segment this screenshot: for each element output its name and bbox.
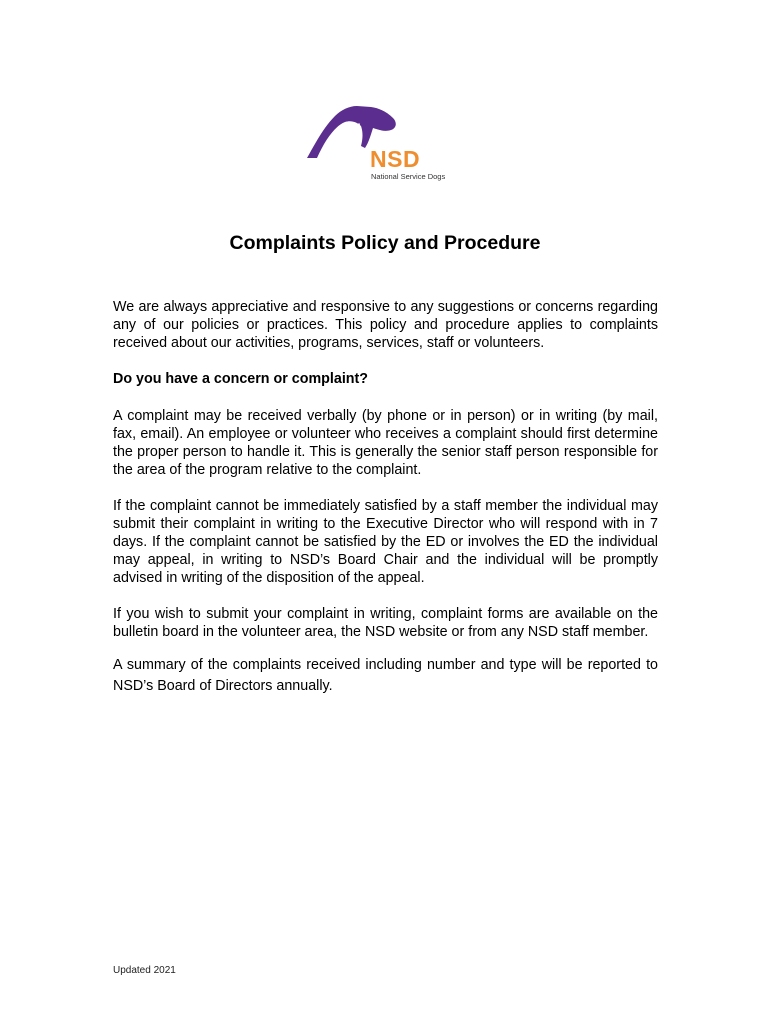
nsd-logo — [305, 104, 475, 188]
intro-paragraph: We are always appreciative and responsive to any suggestions or concerns regarding any of our policies or practices. This policy and procedure applies to complaints received about our activities, programs, services, staff or volunteers. — [113, 299, 658, 351]
updated-note: Updated 2021 — [113, 965, 176, 976]
body-paragraph-2: If the complaint cannot be immediately satisfied by a staff member the individual may submit their complaint in writing to the Executive Director who will respond with in 7 days. If the complaint cannot be satisfied by the ED or involves the ED the individual may appeal, in writing to NSD’s Board Chair and the individual will be promptly advised in writing of the disposition of the appeal. — [113, 498, 658, 586]
body-paragraph-3: If you wish to submit your complaint in writing, complaint forms are available on the bulletin board in the volunteer area, the NSD website or from any NSD staff member. — [113, 606, 658, 640]
document-title: Complaints Policy and Procedure — [229, 232, 541, 254]
document-body — [113, 298, 658, 715]
logo-acronym: NSD — [370, 146, 421, 172]
section-heading: Do you have a concern or complaint? — [113, 371, 369, 387]
logo-organization-name: National Service Dogs — [371, 172, 446, 181]
body-paragraph-4: A summary of the complaints received including number and type will be reported to NSD’s Board of Directors annually. — [113, 657, 658, 694]
body-paragraph-1: A complaint may be received verbally (by phone or in person) or in writing (by mail, fax, email). An employee or volunteer who receives a complaint should first determine the proper person to handle it. This is generally the senior staff person responsible for the area of the program relative to the complaint. — [113, 408, 658, 478]
